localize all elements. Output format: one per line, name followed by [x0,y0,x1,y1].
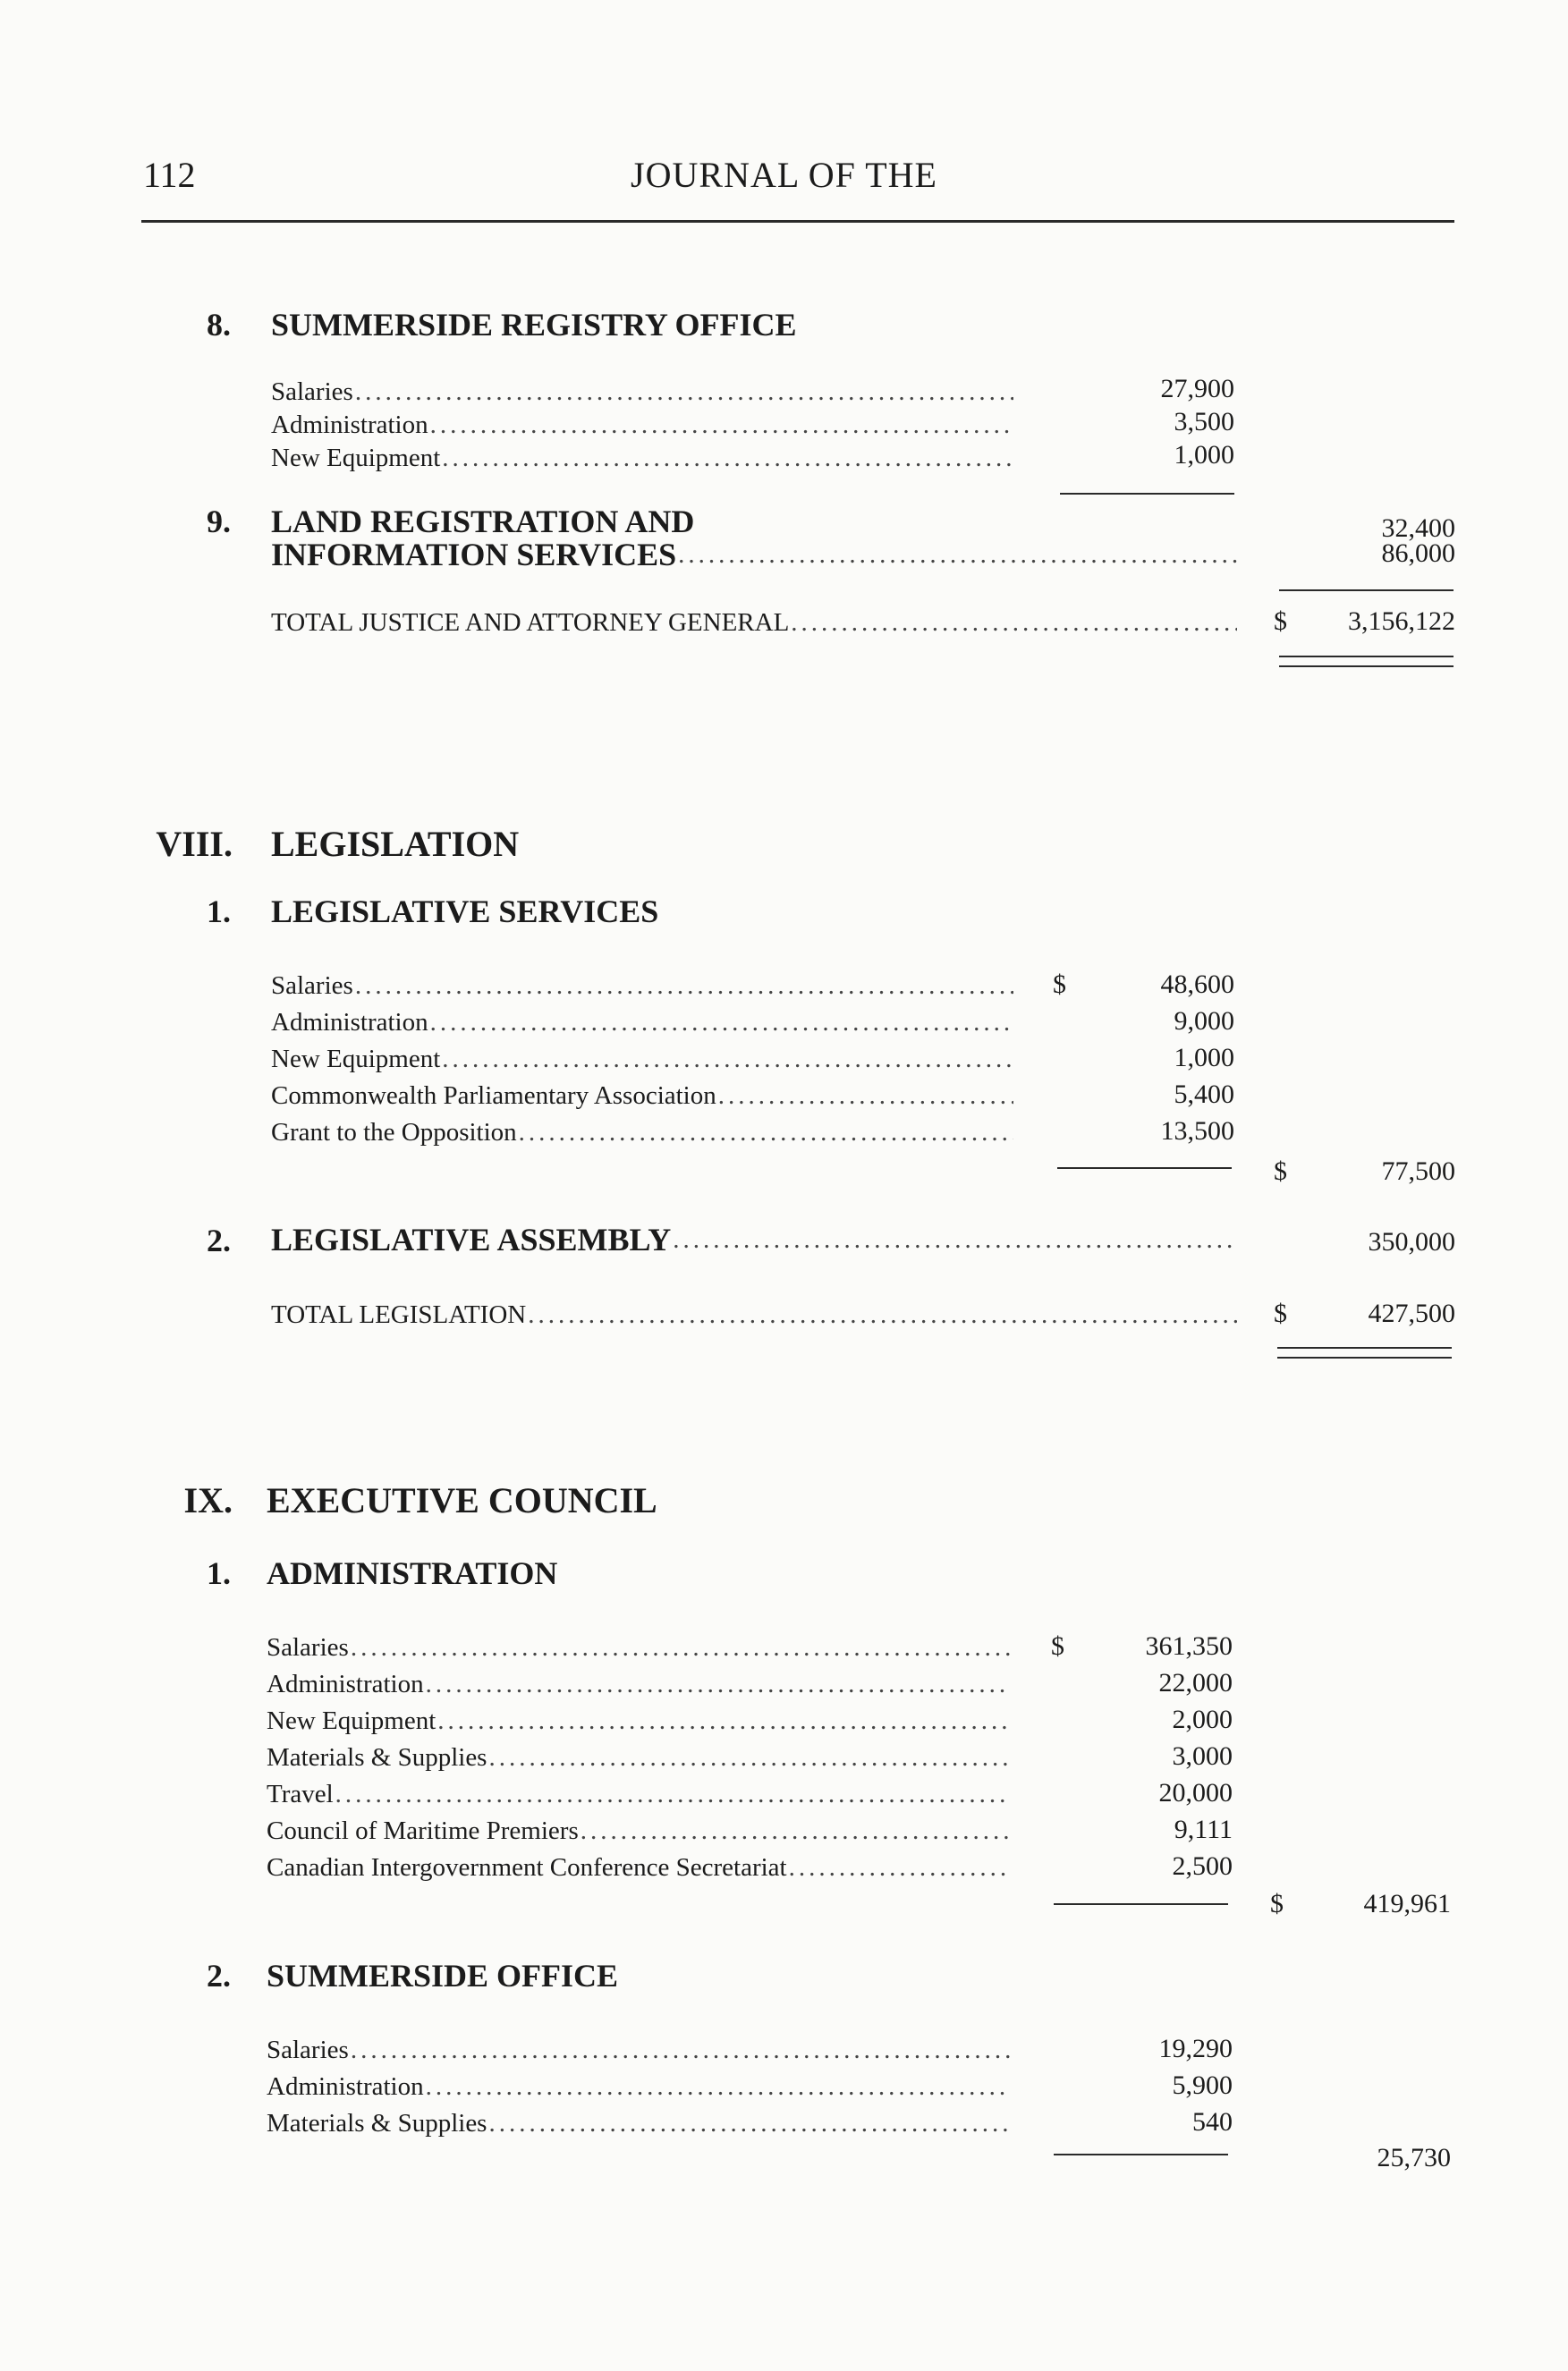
subtotal-rule [1057,1167,1232,1169]
grand-total-amount: 3,156,122 [1348,606,1455,636]
section-number: 2. [207,1958,231,1994]
section-heading-line: LEGISLATIVE ASSEMBLY ..... [271,1222,1237,1257]
list-item: Canadian Intergovernment Conference Secretariat ..... [267,1850,1011,1885]
double-rule-top [1279,656,1454,657]
double-rule-top [1277,1347,1452,1349]
currency-sign: $ [1051,1631,1064,1661]
subtotal-amount: 32,400 [1381,513,1455,543]
section-number: 1. [207,893,231,929]
section-heading: SUMMERSIDE REGISTRY OFFICE [271,307,797,343]
double-rule-bottom [1279,665,1454,667]
part-number: IX. [183,1480,233,1520]
list-item: Administration ..... [267,2069,1011,2104]
section-number: 8. [207,307,231,343]
grand-total-row: TOTAL JUSTICE AND ATTORNEY GENERAL ..... [271,605,1237,640]
total-rule [1279,589,1454,591]
section-number: 2. [207,1223,231,1258]
currency-sign: $ [1274,606,1287,636]
list-item: New Equipment ..... [271,440,1013,476]
item-amount: 2,000 [1172,1705,1233,1734]
double-rule-bottom [1277,1357,1452,1359]
subtotal-rule [1054,2154,1228,2155]
item-amount: 2,500 [1172,1851,1233,1881]
item-amount: 540 [1192,2107,1233,2137]
item-amount: 1,000 [1174,1043,1234,1072]
list-item: Salaries ..... [267,2032,1011,2068]
currency-sign: $ [1270,1889,1284,1918]
item-amount: 5,400 [1174,1080,1234,1109]
part-number: VIII. [156,824,233,864]
list-item: Salaries ..... [271,374,1013,410]
page-title: JOURNAL OF THE [631,155,937,195]
list-item: Salaries ..... [267,1630,1011,1665]
subtotal-rule [1060,493,1234,495]
subtotal-amount: 419,961 [1363,1889,1451,1918]
section-total: 350,000 [1368,1227,1455,1257]
section-heading-line: INFORMATION SERVICES ..... [271,537,1237,572]
subtotal-rule [1054,1903,1228,1905]
part-heading: LEGISLATION [271,824,520,864]
list-item: Salaries ..... [271,968,1013,1003]
section-total: 86,000 [1381,538,1455,568]
currency-sign: $ [1274,1156,1287,1186]
item-amount: 9,111 [1174,1815,1233,1844]
list-item: Council of Maritime Premiers ..... [267,1813,1011,1849]
list-item: Commonwealth Parliamentary Association ..... [271,1078,1013,1114]
item-amount: 3,500 [1174,407,1234,436]
item-amount: 19,290 [1158,2034,1233,2063]
list-item: Materials & Supplies ..... [267,2105,1011,2141]
item-amount: 1,000 [1174,440,1234,470]
section-number: 1. [207,1555,231,1591]
list-item: New Equipment ..... [267,1703,1011,1739]
grand-total-amount: 427,500 [1368,1299,1455,1328]
item-amount: 13,500 [1160,1116,1234,1146]
list-item: Travel ..... [267,1776,1011,1812]
list-item: Administration ..... [267,1666,1011,1702]
subtotal-amount: 25,730 [1377,2143,1451,2172]
item-amount: 20,000 [1158,1778,1233,1808]
item-amount: 48,600 [1160,970,1234,999]
section-heading: LEGISLATIVE SERVICES [271,893,659,929]
page-number: 112 [143,155,196,195]
item-amount: 22,000 [1158,1668,1233,1698]
section-number: 9. [207,504,231,539]
list-item: New Equipment ..... [271,1041,1013,1077]
part-heading: EXECUTIVE COUNCIL [267,1480,657,1520]
item-amount: 27,900 [1160,374,1234,403]
section-heading: ADMINISTRATION [267,1555,558,1591]
grand-total-row: TOTAL LEGISLATION ..... [271,1297,1237,1333]
list-item: Administration ..... [271,1004,1013,1040]
list-item: Administration ..... [271,407,1013,443]
item-amount: 361,350 [1145,1631,1233,1661]
item-amount: 3,000 [1172,1741,1233,1771]
item-amount: 5,900 [1172,2070,1233,2100]
section-heading: LAND REGISTRATION AND [271,504,695,539]
list-item: Materials & Supplies ..... [267,1740,1011,1775]
subtotal-amount: 77,500 [1381,1156,1455,1186]
currency-sign: $ [1274,1299,1287,1328]
currency-sign: $ [1053,970,1066,999]
section-heading: SUMMERSIDE OFFICE [267,1958,619,1994]
list-item: Grant to the Opposition ..... [271,1114,1013,1150]
item-amount: 9,000 [1174,1006,1234,1036]
header-rule [141,220,1454,223]
